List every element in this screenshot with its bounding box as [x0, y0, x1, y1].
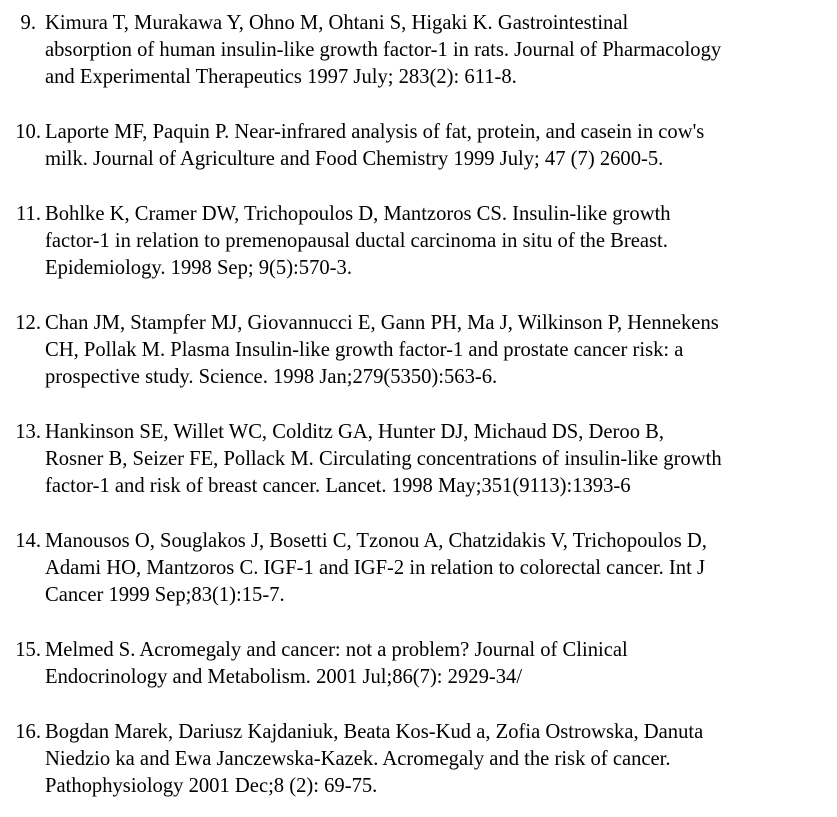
reference-item-16	[0, 719, 837, 800]
reference-item-10	[0, 119, 837, 173]
reference-text-line: Kimura T, Murakawa Y, Ohno M, Ohtani S, Higaki K. Gastrointestinal	[45, 12, 629, 34]
reference-item-9	[0, 10, 837, 91]
reference-number: 15.	[15, 639, 41, 661]
reference-number: 14.	[15, 530, 41, 552]
reference-text-line: Bohlke K, Cramer DW, Trichopoulos D, Mantzoros CS. Insulin-like growth	[45, 203, 671, 225]
reference-text-line: Chan JM, Stampfer MJ, Giovannucci E, Gann PH, Ma J, Wilkinson P, Hennekens	[45, 312, 719, 334]
reference-text-line: Adami HO, Mantzoros C. IGF-1 and IGF-2 in relation to colorectal cancer. Int J	[45, 557, 705, 579]
reference-text-line: Pathophysiology 2001 Dec;8 (2): 69-75.	[45, 775, 378, 797]
reference-text-line: Laporte MF, Paquin P. Near-infrared analysis of fat, protein, and casein in cow's	[45, 121, 705, 143]
reference-text-line: milk. Journal of Agriculture and Food Chemistry 1999 July; 47 (7) 2600-5.	[45, 148, 664, 170]
reference-item-11	[0, 201, 837, 282]
reference-item-14	[0, 528, 837, 609]
reference-text-line: Manousos O, Souglakos J, Bosetti C, Tzonou A, Chatzidakis V, Trichopoulos D,	[45, 530, 707, 552]
reference-text-line: Melmed S. Acromegaly and cancer: not a problem? Journal of Clinical	[45, 639, 628, 661]
reference-item-12	[0, 310, 837, 391]
reference-item-13	[0, 419, 837, 500]
reference-text-line: and Experimental Therapeutics 1997 July; 283(2): 611-8.	[45, 66, 517, 88]
reference-number: 11.	[16, 203, 41, 225]
reference-text-line: CH, Pollak M. Plasma Insulin-like growth factor-1 and prostate cancer risk: a	[45, 339, 684, 361]
reference-text-line: Endocrinology and Metabolism. 2001 Jul;86(7): 2929-34/	[45, 666, 523, 688]
reference-text-line: Epidemiology. 1998 Sep; 9(5):570-3.	[45, 257, 352, 279]
reference-text-line: prospective study. Science. 1998 Jan;279(5350):563-6.	[45, 366, 498, 388]
reference-number: 16.	[15, 721, 41, 743]
reference-text-line: Bogdan Marek, Dariusz Kajdaniuk, Beata Kos-Kud a, Zofia Ostrowska, Danuta	[45, 721, 704, 743]
reference-text-line: Niedzio ka and Ewa Janczewska-Kazek. Acromegaly and the risk of cancer.	[45, 748, 671, 770]
reference-text-line: Cancer 1999 Sep;83(1):15-7.	[45, 584, 285, 606]
reference-number: 10.	[15, 121, 41, 143]
reference-text-line: Rosner B, Seizer FE, Pollack M. Circulating concentrations of insulin-like growth	[45, 448, 722, 470]
reference-number: 12.	[15, 312, 41, 334]
reference-text-line: factor-1 in relation to premenopausal ductal carcinoma in situ of the Breast.	[45, 230, 668, 252]
reference-number: 13.	[15, 421, 41, 443]
reference-item-15	[0, 637, 837, 691]
reference-text-line: absorption of human insulin-like growth factor-1 in rats. Journal of Pharmacology	[45, 39, 722, 61]
reference-text-line: factor-1 and risk of breast cancer. Lancet. 1998 May;351(9113):1393-6	[45, 475, 631, 497]
reference-list	[0, 10, 837, 800]
reference-text-line: Hankinson SE, Willet WC, Colditz GA, Hunter DJ, Michaud DS, Deroo B,	[45, 421, 665, 443]
reference-number: 9.	[20, 12, 36, 34]
